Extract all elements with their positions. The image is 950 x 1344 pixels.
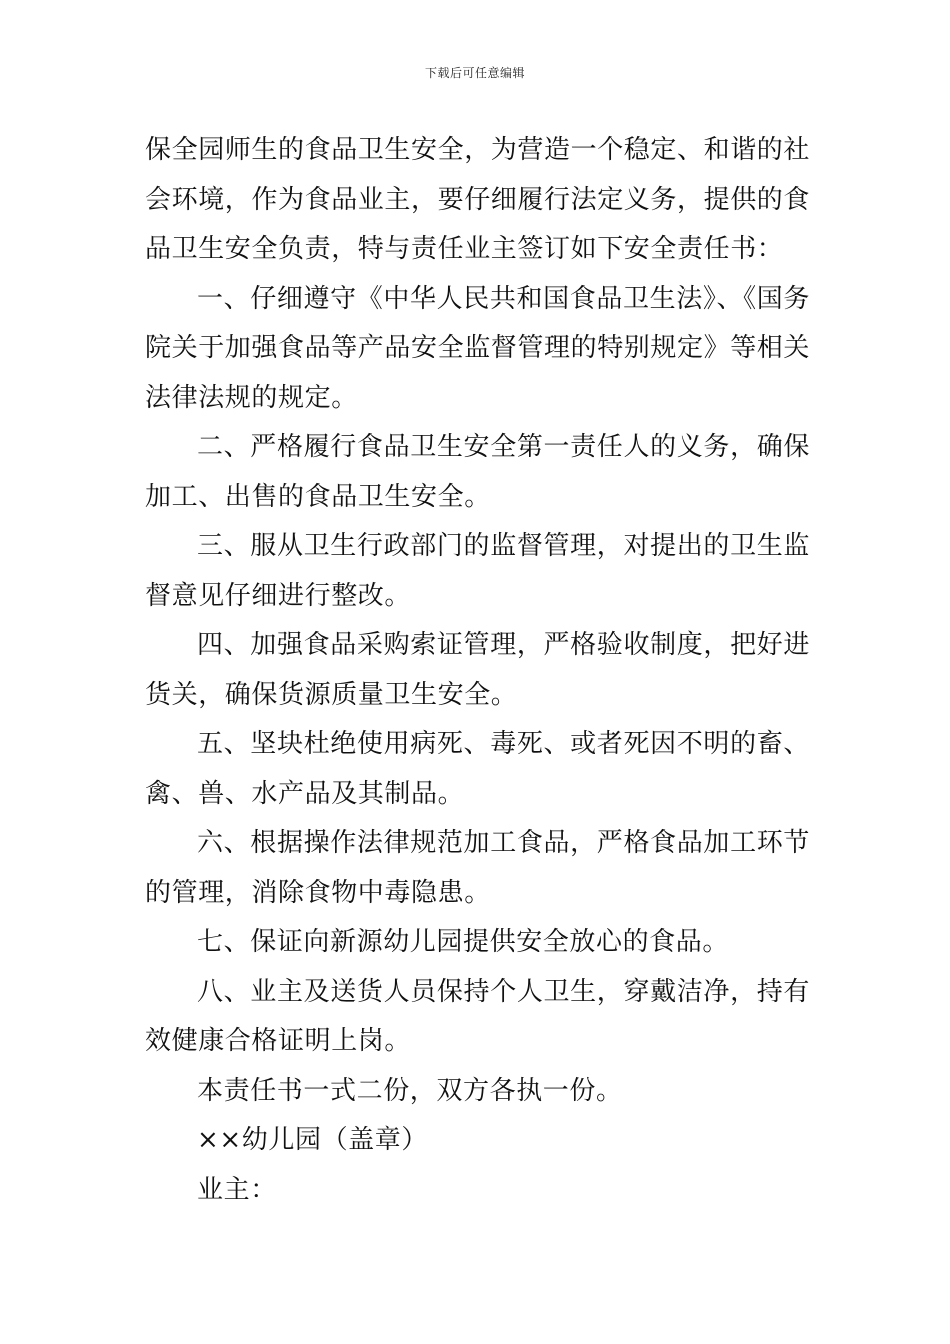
clause-1: 一、仔细遵守《中华人民共和国食品卫生法》、《国务院关于加强食品等产品安全监督管理的特别规定》等相关法律法规的规定。 xyxy=(145,283,811,413)
clause-8: 八、业主及送货人员保持个人卫生，穿戴洁净，持有效健康合格证明上岗。 xyxy=(145,976,810,1056)
kindergarten-seal-line: ××幼儿园（盖章） xyxy=(197,1125,428,1155)
copies-note: 本责任书一式二份，双方各执一份。 xyxy=(197,1075,623,1106)
clause-6: 六、根据操作法律规范加工食品，严格食品加工环节的管理，消除食物中毒隐患。 xyxy=(145,828,810,908)
clause-4: 四、加强食品采购索证管理，严格验收制度，把好进货关，确保货源质量卫生安全。 xyxy=(145,630,810,710)
clause-7: 七、保证向新源幼儿园提供安全放心的食品。 xyxy=(197,927,730,957)
page-header: 下载后可任意编辑 xyxy=(424,66,525,80)
document-body xyxy=(145,126,810,1215)
intro-paragraph: 保全园师生的食品卫生安全，为营造一个稳定、和谐的社会环境，作为食品业主，要仔细履行法定义务，提供的食品卫生安全负责，特与责任业主签订如下安全责任书： xyxy=(145,135,811,264)
owner-signature-line: 业主： xyxy=(197,1174,277,1205)
clause-3: 三、服从卫生行政部门的监督管理，对提出的卫生监督意见仔细进行整改。 xyxy=(145,531,810,611)
clause-5: 五、坚块杜绝使用病死、毒死、或者死因不明的畜、禽、兽、水产品及其制品。 xyxy=(145,729,810,809)
clause-2: 二、严格履行食品卫生安全第一责任人的义务，确保加工、出售的食品卫生安全。 xyxy=(145,432,810,512)
